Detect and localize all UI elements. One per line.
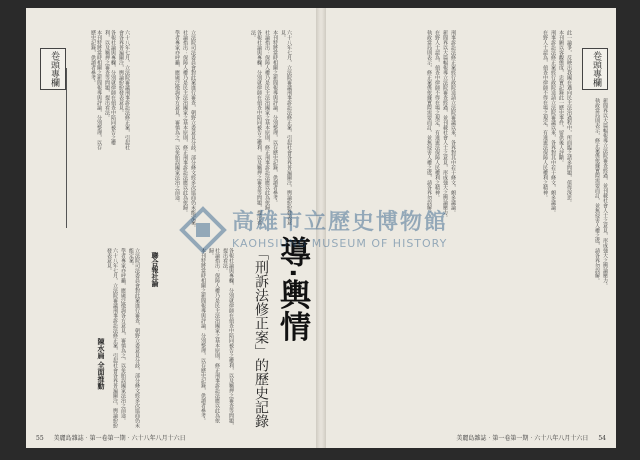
text-column-bottom-left: 立法院司法委員會對此案進行審查，朝野立委意見分歧，部分條文經多次協商仍未能定案。 學者專家亦呼籲，應廣泛徵詢各方意見，審慎為之，以免貽誤國家法治之前途。 六十八年七月，立法院審議刑事訴訟法修正案，引起社會各界普遍關注，輿論紛紛發表意見。	[106, 248, 140, 428]
sub-title: 「刑訴法修正案」的歷史記錄	[253, 246, 269, 428]
footer-left	[36, 433, 186, 442]
museum-logo-icon	[180, 207, 226, 253]
text-column-bottom-mid: 各報社論與專欄，分別就律師在偵查中陪同被告之權利，以及羈押之審查等問題，提出看法。 社論指出：保障人權乃是民主法治國家之基本原則，修正刑事訴訟法應以此為依歸。 本刊特將當時相關之新聞報導與評論，分別整理，以存歷史記錄，供讀者參考。	[200, 248, 234, 428]
watermark-name-cn: 高雄市立歷史博物館	[232, 210, 449, 235]
watermark-name-en: KAOHSIUNG MUSEUM OF HISTORY	[232, 237, 448, 250]
footer-right	[456, 433, 606, 442]
text-column-r1: 刑事訴訟法修正案經行政院送請立法院審議以來，各界對其中若干條文，頗多議論。 新聞界以大篇幅報導立法院審查經過，並刊載社會人士之意見，形成強大之輿論壓力。 在野人士認為，偵查中律師不得在場之規定，有違憲法保障人民權利之精神。 執政當局則表示，修正案係依據實際需要而訂，並無侵害人權之虞，請各界勿誤解。	[426, 30, 456, 220]
text-column-r2: 此一論爭，反映出我國在邁向民主法治過程中，所面臨之諸多問題，值得深思。 本刊願以客觀態度，忠實記錄此一歷史事件，留供後人評斷。 刑事訴訟法修正案經行政院送請立法院審議以來，各界對其中若干條文，頗多議論。 在野人士認為，偵查中律師不得在場之規定，有違憲法保障人民權利之精神。	[542, 30, 572, 215]
main-title: 導‧輿情	[274, 236, 310, 343]
footer-text-right: 美麗島雜誌‧第一卷第一期‧六十八年八月十六日	[456, 435, 589, 442]
museum-watermark	[180, 205, 480, 275]
page-number-left: 55	[36, 435, 44, 442]
page-number-right: 54	[598, 435, 606, 442]
text-column-mid-left: 立法院司法委員會對此案進行審查，朝野立委意見分歧，部分條文經多次協商仍未能定案。 社論指出：保障人權乃是民主法治國家之基本原則，修正刑事訴訟法應以此為依歸。 學者專家亦呼籲，應廣泛徵詢各方意見，審慎為之，以免貽誤國家法治之前途。	[174, 30, 196, 230]
column-tag-right: 卷頭專欄	[582, 48, 608, 90]
curve-rule	[66, 68, 67, 228]
column-tag-left: 卷頭專欄	[40, 48, 66, 90]
heading-b: 陳水扁 全面推動	[97, 338, 106, 390]
text-column-right-left: 六十八年七月，立法院審議刑事訴訟法修正案，引起社會各界普遍關注，輿論紛紛發表意見。 本刊特將當時相關之新聞報導與評論，分別整理，以存歷史記錄，供讀者參考。 社論指出：保障人權乃是民主法治國家之基本原則，修正刑事訴訟法應以此為依歸。 各報社論與專欄，分別就律師在偵查中陪同被告之權利，以及羈押之審查等問題，提出看法。	[250, 30, 292, 225]
text-column-top-left: 六十八年七月，立法院審議刑事訴訟法修正案，引起社會各界普遍關注，輿論紛紛發表意見。 各報社論與專欄，分別就律師在偵查中陪同被告之權利，以及羈押之審查等問題，提出看法。 本刊特將當時相關之新聞報導與評論，分別整理，以存歷史記錄，供讀者參考。	[90, 30, 130, 150]
heading-a: 聯合報社論	[151, 252, 160, 287]
footer-text-left: 美麗島雜誌‧第一卷第一期‧六十八年八月十六日	[53, 435, 186, 442]
text-column-r3: 新聞界以大篇幅報導立法院審查經過，並刊載社會人士之意見，形成強大之輿論壓力。 執政當局則表示，修正案係依據實際需要而訂，並無侵害人權之虞，請各界勿誤解。	[594, 98, 608, 288]
